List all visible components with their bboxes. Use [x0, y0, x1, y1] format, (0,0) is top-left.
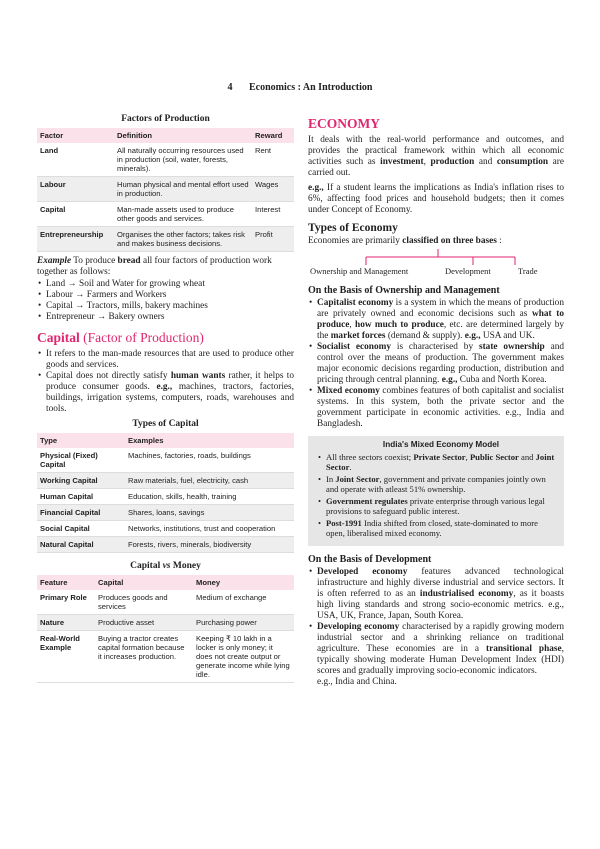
list-item: [317, 622, 564, 688]
heading-sub: (Factor of Production): [83, 330, 204, 345]
text-bold: investment: [380, 157, 424, 167]
economy-heading: ECONOMY: [308, 116, 380, 131]
text: private enterprise through various legal provisions to safeguard public interest.: [326, 496, 545, 516]
text: .: [349, 462, 352, 472]
text-bold: bread: [117, 256, 141, 266]
text: USA, UK, France, Japan, South Korea.: [317, 611, 464, 621]
text-italic: vs: [162, 561, 171, 571]
text-bold: Developing economy: [317, 622, 400, 632]
text-bold: Mixed economy: [317, 386, 380, 396]
list-item: [46, 371, 294, 415]
example-paragraph: [37, 256, 294, 278]
table-cell: Social Capital: [37, 521, 125, 537]
text: and: [521, 452, 534, 462]
text: is characterised by: [396, 342, 474, 352]
table-header-cell: Examples: [125, 433, 294, 448]
types-capital-table: [37, 433, 294, 553]
table-cell: Raw materials, fuel, electricity, cash: [125, 473, 294, 489]
page-number: 4: [227, 82, 233, 93]
table-cell: Machines, factories, roads, buildings: [125, 448, 294, 473]
left-column: [37, 110, 294, 683]
list-item: [317, 298, 564, 342]
text: India and Bangladesh.: [317, 408, 564, 429]
text: machines, tractors, factories, buildings, irrigation systems, computers, roads, warehouses and tools.: [46, 382, 294, 414]
text: It deals with the real-world performance and outcomes, and provides the practical framework within which all economic activities such as: [308, 135, 564, 167]
table-header-cell: Type: [37, 433, 125, 448]
table-cell: Labour: [37, 177, 114, 202]
list-item: [46, 349, 294, 371]
list-item: • Labour → Farmers and Workers: [46, 290, 294, 301]
table-cell: Interest: [252, 202, 294, 227]
table-cell: Purchasing power: [193, 615, 294, 631]
running-title: Economics : An Introduction: [249, 82, 373, 93]
table-row: [37, 505, 294, 521]
types-capital-title: Types of Capital: [132, 419, 199, 429]
table-cell: Primary Role: [37, 590, 95, 615]
page-header: [0, 82, 600, 93]
text: Cuba and North Korea.: [459, 375, 547, 385]
table-cell: Land: [37, 143, 114, 177]
table-header-row: [37, 575, 294, 590]
text: :: [499, 236, 502, 246]
table-cell: Forests, rivers, minerals, biodiversity: [125, 537, 294, 553]
table-row: [37, 143, 294, 177]
list-item: • Land → Soil and Water for growing wheat: [46, 279, 294, 290]
text-bold: human wants: [170, 371, 226, 381]
table-row: [37, 537, 294, 553]
table-header-cell: Reward: [252, 128, 294, 143]
ownership-list: [308, 298, 564, 430]
text-bold: Joint Sector: [335, 474, 380, 484]
table-header-cell: Feature: [37, 575, 95, 590]
list-item: [317, 342, 564, 386]
mixed-economy-box: [308, 436, 564, 546]
text-bold: e.g.,: [464, 331, 481, 341]
text: , typically showing moderate Human Development Index (HDI) scores and gradually improving socio-economic indicators.: [317, 644, 564, 676]
table-cell: Rent: [252, 143, 294, 177]
base-label: Trade: [518, 266, 538, 276]
text-bold: Joint Sector: [326, 452, 555, 472]
text-bold: Private Sector: [413, 452, 466, 462]
text: all four factors of production work together as follows:: [37, 256, 272, 277]
text: , government and private companies jointly own and operate with atleast 51% ownership.: [326, 474, 546, 494]
factors-table: [37, 128, 294, 252]
table-cell: Buying a tractor creates capital formation because it increases production.: [95, 631, 193, 683]
development-heading: On the Basis of Development: [308, 554, 432, 565]
cap-vs-money-table: [37, 575, 294, 683]
text: rather, it helps to produce consumer goods.: [46, 371, 294, 392]
text: , as it boasts high living standards and strong socio-economic metrics.: [317, 589, 565, 610]
text: Economies are primarily: [308, 236, 400, 246]
table-header-cell: Definition: [114, 128, 252, 143]
text-bold: what to produce: [317, 309, 564, 330]
text: To produce: [73, 256, 116, 266]
text: All three sectors coexist;: [326, 452, 412, 462]
table-header-cell: Capital: [95, 575, 193, 590]
table-cell: Networks, institutions, trust and cooperation: [125, 521, 294, 537]
text-bold: market forces: [330, 331, 386, 341]
box-title: India's Mixed Economy Model: [382, 440, 500, 449]
economy-example: [308, 183, 564, 216]
table-row: [37, 590, 294, 615]
cap-vs-money-title: [37, 561, 294, 571]
heading-main: Capital: [37, 330, 80, 345]
table-cell: Physical (Fixed) Capital: [37, 448, 125, 473]
text-bold: e.g.,: [156, 382, 173, 392]
text: If a student learns the implications as India's inflation rises to 6%, affecting food prices and household budgets; then it comes under Concept of Economy.: [308, 183, 564, 215]
text: and: [478, 157, 493, 167]
text-bold: Public Sector: [469, 452, 519, 462]
text-bold: Developed economy: [317, 567, 408, 577]
table-row: [37, 631, 294, 683]
table-cell: Man-made assets used to produce other goods and services.: [114, 202, 252, 227]
text: characterised by a rapidly growing modern industrial sector and a shrinking reliance on traditional agriculture. These economies are in a: [317, 622, 565, 654]
text-bold: consumption: [496, 157, 549, 167]
list-item: • Capital → Tractors, mills, bakery machines: [46, 301, 294, 312]
factors-table-title: Factors of Production: [121, 114, 210, 124]
text: In: [326, 474, 334, 484]
table-cell: Working Capital: [37, 473, 125, 489]
table-cell: Capital: [37, 202, 114, 227]
list-item: [326, 452, 556, 472]
table-cell: Medium of exchange: [193, 590, 294, 615]
list-item: [317, 567, 564, 622]
bases-diagram: [308, 249, 564, 279]
table-cell: Produces goods and services: [95, 590, 193, 615]
capital-list: [37, 349, 294, 415]
table-cell: Human Capital: [37, 489, 125, 505]
table-header-row: [37, 433, 294, 448]
text: e.g.,: [317, 677, 333, 687]
table-cell: Real-World Example: [37, 631, 95, 683]
text-bold: Socialist economy: [317, 342, 392, 352]
table-cell: Keeping ₹ 10 lakh in a locker is only money; it does not create output or generate income while lying idle.: [193, 631, 294, 683]
list-item: [326, 518, 556, 538]
table-cell: All naturally occurring resources used in production (soil, water, forests, minerals).: [114, 143, 252, 177]
table-header-cell: Money: [193, 575, 294, 590]
text: combines features of both capitalist and socialist systems. In this system, both the private sector and the government participate in economic activities.: [317, 386, 564, 418]
table-row: [37, 202, 294, 227]
text: ,: [349, 320, 352, 330]
text: It refers to the man-made resources that are used to produce other goods and services.: [46, 349, 294, 370]
text: India and China.: [335, 677, 397, 687]
capital-heading: [37, 330, 294, 346]
text: features advanced technological infrastructure and highly diverse industrial and service sectors. It is often referred to as an: [317, 567, 564, 599]
table-row: [37, 489, 294, 505]
table-header-row: [37, 128, 294, 143]
text: e.g.,: [548, 600, 564, 610]
table-cell: Education, skills, health, training: [125, 489, 294, 505]
table-cell: Natural Capital: [37, 537, 125, 553]
text-bold: how much to produce: [355, 320, 444, 330]
text-bold: state ownership: [478, 342, 545, 352]
list-item: • Entrepreneur → Bakery owners: [46, 312, 294, 323]
table-cell: Entrepreneurship: [37, 227, 114, 252]
development-list: [308, 567, 564, 688]
text: are carried out.: [308, 157, 565, 178]
table-cell: Shares, loans, savings: [125, 505, 294, 521]
example-label: Example: [37, 256, 72, 266]
table-cell: Nature: [37, 615, 95, 631]
list-item: [326, 496, 556, 516]
table-header-cell: Factor: [37, 128, 114, 143]
text-bold: classified on three bases: [402, 236, 497, 246]
ownership-heading: On the Basis of Ownership and Management: [308, 285, 500, 296]
example-list: [37, 279, 294, 323]
box-list: [326, 452, 556, 538]
text: ,: [423, 157, 426, 167]
text-bold: e.g.,: [441, 375, 458, 385]
text: e.g.,: [505, 408, 522, 418]
table-row: [37, 615, 294, 631]
table-cell: Organises the other factors; takes risk and makes business decisions.: [114, 227, 252, 252]
economy-paragraph: [308, 135, 564, 179]
text: , etc. are determined largely by the: [317, 320, 565, 341]
base-label: Development: [445, 266, 491, 276]
table-row: [37, 177, 294, 202]
text-bold: production: [430, 157, 475, 167]
table-row: [37, 448, 294, 473]
base-label: Ownership and Management: [310, 266, 409, 276]
table-cell: Human physical and mental effort used in production.: [114, 177, 252, 202]
table-row: [37, 473, 294, 489]
text-bold: Capitalist economy: [317, 298, 394, 308]
text: Money: [172, 561, 201, 571]
list-item: [326, 474, 556, 494]
text-bold: Post-1991: [326, 518, 362, 528]
text: India shifted from closed, state-dominated to more open, liberalised mixed economy.: [326, 518, 538, 538]
table-cell: Financial Capital: [37, 505, 125, 521]
text-bold: transitional phase: [485, 644, 562, 654]
text: Capital: [130, 561, 161, 571]
table-cell: Productive asset: [95, 615, 193, 631]
text-bold: e.g.,: [308, 183, 324, 193]
table-cell: Profit: [252, 227, 294, 252]
text: Capital does not directly satisfy: [46, 371, 168, 381]
text: USA and UK.: [482, 331, 535, 341]
text: and control over the means of production. The government makes major economic decisions regarding production, distribution and pricing through central planning.: [317, 342, 565, 385]
text: (demand & supply).: [387, 331, 463, 341]
table-row: [37, 521, 294, 537]
types-economy-intro: [308, 236, 564, 247]
table-row: [37, 227, 294, 252]
right-column: [308, 110, 564, 688]
text: ,: [465, 452, 468, 462]
types-economy-heading: Types of Economy: [308, 222, 398, 234]
table-cell: Wages: [252, 177, 294, 202]
text-bold: Government regulates: [326, 496, 408, 506]
list-item: [317, 386, 564, 430]
text: is a system in which the means of production are privately owned and economic decisions such as: [317, 298, 564, 319]
text-bold: industrialised economy: [419, 589, 514, 599]
